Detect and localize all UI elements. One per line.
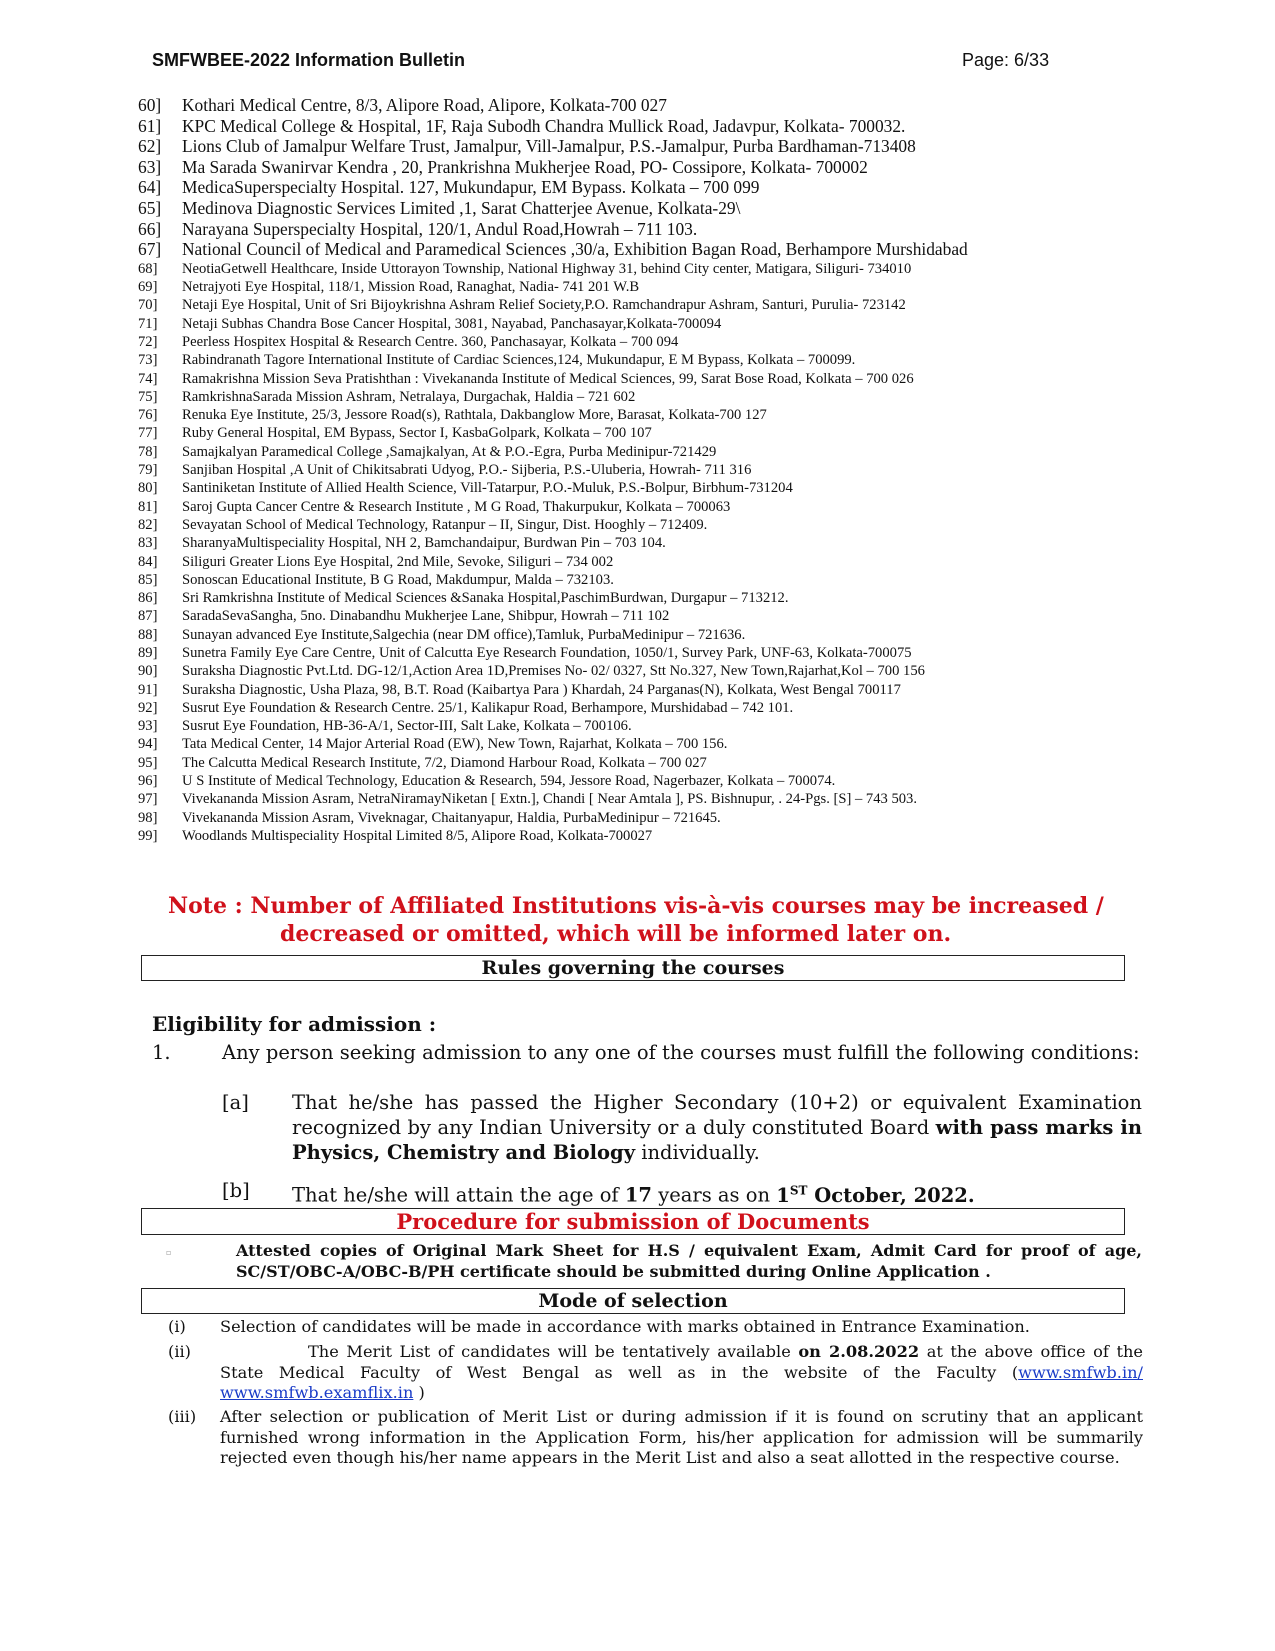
website-link-smfwb[interactable]: www.smfwb.in/	[1018, 1362, 1143, 1382]
selection-i-text: Selection of candidates will be made in accordance with marks obtained in Entrance Examination.	[220, 1317, 1030, 1336]
list-item-text: Susrut Eye Foundation, HB-36-A/1, Sector-III, Salt Lake, Kolkata – 700106.	[182, 718, 632, 735]
list-item-number: 70]	[138, 297, 158, 314]
list-item-number: 98]	[138, 809, 158, 826]
list-item-text: Ma Sarada Swanirvar Kendra , 20, Prankrishna Mukherjee Road, PO- Cossipore, Kolkata- 700002	[182, 156, 868, 177]
eligibility-heading: Eligibility for admission :	[152, 1012, 437, 1036]
list-item	[138, 296, 1148, 314]
list-item-text: Suraksha Diagnostic Pvt.Ltd. DG-12/1,Action Area 1D,Premises No- 02/ 0327, Stt No.327, New Town,Rajarhat,Kol – 700 156	[182, 663, 925, 680]
list-item	[138, 516, 1148, 534]
list-item-text: National Council of Medical and Paramedical Sciences ,30/a, Exhibition Bagan Road, Berhampore Murshidabad	[182, 239, 968, 260]
list-item-text: SaradaSevaSangha, 5no. Dinabandhu Mukherjee Lane, Shibpur, Howrah – 711 102	[182, 608, 670, 625]
list-item-number: 64]	[138, 177, 162, 198]
list-item-number: 67]	[138, 239, 162, 260]
list-item	[138, 735, 1148, 753]
list-item	[138, 260, 1148, 278]
list-item-number: 86]	[138, 590, 158, 607]
list-item-number: 65]	[138, 197, 162, 218]
list-item-text: Sonoscan Educational Institute, B G Road, Makdumpur, Malda – 732103.	[182, 571, 614, 588]
list-item-number: 94]	[138, 736, 158, 753]
selection-ii-label: (ii)	[168, 1342, 191, 1361]
list-item	[138, 553, 1148, 571]
list-item-number: 78]	[138, 443, 158, 460]
procedure-heading: Procedure for submission of Documents	[141, 1208, 1125, 1235]
list-item	[138, 333, 1148, 351]
list-item-text: Tata Medical Center, 14 Major Arterial Road (EW), New Town, Rajarhat, Kolkata – 700 156.	[182, 736, 728, 753]
date-month-year: October, 2022.	[814, 1183, 975, 1207]
list-item-number: 81]	[138, 498, 158, 515]
list-item-text: Netaji Eye Hospital, Unit of Sri Bijoykrishna Ashram Relief Society,P.O. Ramchandrapur Ashram, Santuri, Purulia- 723142	[182, 297, 906, 314]
list-item	[138, 607, 1148, 625]
selection-item-iii	[168, 1407, 1143, 1469]
list-item-text: Netaji Subhas Chandra Bose Cancer Hospital, 3081, Nayabad, Panchasayar,Kolkata-700094	[182, 315, 722, 332]
list-item-number: 84]	[138, 553, 158, 570]
condition-b-mid: years as on	[658, 1183, 771, 1207]
list-item	[138, 157, 1148, 178]
website-link-examflix[interactable]: www.smfwb.examflix.in	[220, 1383, 414, 1402]
list-item-text: Sri Ramkrishna Institute of Medical Sciences &Sanaka Hospital,PaschimBurdwan, Durgapur – 713212.	[182, 590, 789, 607]
list-item-number: 87]	[138, 608, 158, 625]
merit-date: on 2.08.2022	[798, 1342, 920, 1361]
list-item	[138, 315, 1148, 333]
list-item-number: 61]	[138, 115, 162, 136]
selection-ii-rest: at the above office of the State Medical Faculty of West Bengal as well as in the website of the Faculty (	[220, 1342, 1143, 1382]
list-item-number: 83]	[138, 535, 158, 552]
list-item-number: 91]	[138, 681, 158, 698]
list-item-number: 93]	[138, 718, 158, 735]
list-item	[138, 644, 1148, 662]
list-item-text: Ruby General Hospital, EM Bypass, Sector I, KasbaGolpark, Kolkata – 700 107	[182, 425, 652, 442]
condition-a-text	[292, 1090, 1142, 1165]
list-item	[138, 809, 1148, 827]
selection-iii-label: (iii)	[168, 1407, 197, 1426]
list-item-text: Kothari Medical Centre, 8/3, Alipore Road, Alipore, Kolkata-700 027	[182, 95, 667, 115]
list-item-text: Renuka Eye Institute, 25/3, Jessore Road(s), Rathtala, Dakbanglow More, Barasat, Kolkata-700 127	[182, 407, 767, 424]
list-item-text: Sevayatan School of Medical Technology, Ratanpur – II, Singur, Dist. Hooghly – 712409.	[182, 516, 708, 533]
selection-item-ii	[168, 1342, 1143, 1404]
eligibility-item-1	[152, 1040, 1142, 1065]
list-item-text: Netrajyoti Eye Hospital, 118/1, Mission Road, Ranaghat, Nadia- 741 201 W.B	[182, 279, 640, 296]
list-item-text: Lions Club of Jamalpur Welfare Trust, Jamalpur, Vill-Jamalpur, P.S.-Jamalpur, Purba Bardhaman-713408	[182, 136, 916, 157]
list-item	[138, 754, 1148, 772]
date-day: 1	[776, 1183, 790, 1207]
list-item-number: 69]	[138, 279, 158, 296]
list-item	[138, 198, 1148, 219]
condition-a-main: That he/she has passed the Higher Secondary (10+2) or equivalent Examination recognized by any Indian University or a duly constituted Board	[292, 1091, 1142, 1139]
list-item	[138, 626, 1148, 644]
list-item	[138, 534, 1148, 552]
list-item-number: 88]	[138, 626, 158, 643]
list-item-number: 89]	[138, 644, 158, 661]
list-item-number: 75]	[138, 388, 158, 405]
condition-a-label: [a]	[222, 1091, 249, 1114]
list-item-text: Vivekananda Mission Asram, Viveknagar, Chaitanyapur, Haldia, PurbaMedinipur – 721645.	[182, 809, 721, 826]
list-item	[138, 772, 1148, 790]
list-item	[138, 681, 1148, 699]
list-item	[138, 177, 1148, 198]
list-item-text: Medinova Diagnostic Services Limited ,1, Sarat Chatterjee Avenue, Kolkata-29\	[182, 197, 741, 218]
bullet-icon: ▫	[166, 1248, 172, 1257]
list-item-text: Samajkalyan Paramedical College ,Samajkalyan, At & P.O.-Egra, Purba Medinipur-721429	[182, 443, 717, 460]
list-item	[138, 351, 1148, 369]
list-item	[138, 239, 1148, 260]
list-item-text: The Calcutta Medical Research Institute, 7/2, Diamond Harbour Road, Kolkata – 700 027	[182, 754, 707, 771]
list-item-text: Peerless Hospitex Hospital & Research Centre. 360, Panchasayar, Kolkata – 700 094	[182, 333, 679, 350]
list-item-text: U S Institute of Medical Technology, Education & Research, 594, Jessore Road, Nagerbazer, Kolkata – 700074.	[182, 773, 836, 790]
list-item	[138, 388, 1148, 406]
selection-i-label: (i)	[168, 1317, 186, 1336]
list-item-text: Sunetra Family Eye Care Centre, Unit of Calcutta Eye Research Foundation, 1050/1, Survey Park, UNF-63, Kolkata-700075	[182, 644, 912, 661]
list-item	[138, 278, 1148, 296]
list-item-number: 95]	[138, 754, 158, 771]
list-item-number: 99]	[138, 827, 158, 844]
list-item	[138, 370, 1148, 388]
procedure-text: Attested copies of Original Mark Sheet for H.S / equivalent Exam, Admit Card for proof of age, SC/ST/OBC-A/OBC-B/PH certificate should be submitted during Online Application .	[236, 1241, 1142, 1281]
note-line-2: decreased or omitted, which will be informed later on.	[280, 921, 952, 947]
list-item-text: Suraksha Diagnostic, Usha Plaza, 98, B.T. Road (Kaibartya Para ) Khardah, 24 Parganas(N), Kolkata, West Bengal 700117	[182, 681, 901, 698]
eligibility-intro: Any person seeking admission to any one of the courses must fulfill the following conditions:	[222, 1041, 1140, 1064]
list-item	[138, 717, 1148, 735]
list-item-text: Vivekananda Mission Asram, NetraNiramayNiketan [ Extn.], Chandi [ Near Amtala ], PS. Bishnupur, . 24-Pgs. [S] – 743 503.	[182, 791, 918, 808]
list-item-text: NeotiaGetwell Healthcare, Inside Uttorayon Township, National Highway 31, behind City center, Matigara, Siliguri- 734010	[182, 260, 912, 277]
list-item-text: Narayana Superspecialty Hospital, 120/1, Andul Road,Howrah – 711 103.	[182, 218, 698, 239]
list-item-number: 79]	[138, 462, 158, 479]
note-line-1: Note : Number of Affiliated Institutions vis-à-vis courses may be increased /	[168, 893, 1104, 919]
list-item-text: Sunayan advanced Eye Institute,Salgechia (near DM office),Tamluk, PurbaMedinipur – 721636.	[182, 626, 746, 643]
selection-ii-main: The Merit List of candidates will be tentatively available	[308, 1342, 791, 1361]
list-item-number: 71]	[138, 315, 158, 332]
list-item-text: Woodlands Multispeciality Hospital Limited 8/5, Alipore Road, Kolkata-700027	[182, 827, 653, 844]
list-item-number: 80]	[138, 480, 158, 497]
list-item	[138, 116, 1148, 137]
date-suffix: ST	[789, 1183, 808, 1197]
list-item-text: Siliguri Greater Lions Eye Hospital, 2nd Mile, Sevoke, Siliguri – 734 002	[182, 553, 614, 570]
list-item-text: Rabindranath Tagore International Institute of Cardiac Sciences,124, Mukundapur, E M Bypass, Kolkata – 700099.	[182, 352, 856, 369]
list-item	[138, 219, 1148, 240]
list-item	[138, 571, 1148, 589]
list-item	[138, 424, 1148, 442]
condition-b-text	[292, 1178, 1142, 1208]
list-item-number: 77]	[138, 425, 158, 442]
institution-list-small	[138, 260, 1148, 846]
condition-a-tail: individually.	[641, 1141, 760, 1164]
institution-list	[138, 95, 1148, 845]
item-number: 1.	[152, 1041, 171, 1064]
list-item-number: 97]	[138, 791, 158, 808]
list-item	[138, 827, 1148, 845]
list-item-text: SharanyaMultispeciality Hospital, NH 2, Bamchandaipur, Burdwan Pin – 703 104.	[182, 535, 666, 552]
page-number: Page: 6/33	[962, 50, 1050, 70]
list-item-number: 92]	[138, 699, 158, 716]
list-item-number: 73]	[138, 352, 158, 369]
list-item-text: MedicaSuperspecialty Hospital. 127, Mukundapur, EM Bypass. Kolkata – 700 099	[182, 177, 760, 198]
list-item-number: 76]	[138, 407, 158, 424]
rules-heading: Rules governing the courses	[141, 955, 1125, 981]
condition-b-label: [b]	[222, 1179, 250, 1202]
list-item	[138, 589, 1148, 607]
condition-b-age: 17	[624, 1183, 652, 1207]
list-item-number: 60]	[138, 95, 162, 115]
list-item-number: 66]	[138, 218, 162, 239]
list-item	[138, 498, 1148, 516]
list-item-text: KPC Medical College & Hospital, 1F, Raja Subodh Chandra Mullick Road, Jadavpur, Kolkata- 700032.	[182, 115, 906, 136]
list-item	[138, 95, 1148, 116]
list-item	[138, 406, 1148, 424]
selection-ii-close: )	[418, 1383, 425, 1402]
list-item-text: Sanjiban Hospital ,A Unit of Chikitsabrati Udyog, P.O.- Sijberia, P.S.-Uluberia, Howrah- 711 316	[182, 462, 752, 479]
list-item-text: Susrut Eye Foundation & Research Centre. 25/1, Kalikapur Road, Berhampore, Murshidabad – 742 101.	[182, 699, 794, 716]
condition-a	[222, 1090, 1142, 1165]
list-item	[138, 136, 1148, 157]
list-item-number: 62]	[138, 136, 162, 157]
list-item-text: Saroj Gupta Cancer Centre & Research Institute , M G Road, Thakurpukur, Kolkata – 700063	[182, 498, 731, 515]
list-item-number: 72]	[138, 333, 158, 350]
selection-iii-text: After selection or publication of Merit List or during admission if it is found on scrutiny that an applicant furnished wrong information in the Application Form, his/her application for admission will be summarily rejected even though his/her name appears in the Merit List and also a seat allotted in the respective course.	[220, 1407, 1143, 1467]
bulletin-title: SMFWBEE-2022 Information Bulletin	[152, 50, 466, 70]
list-item	[138, 461, 1148, 479]
list-item	[138, 443, 1148, 461]
list-item	[138, 699, 1148, 717]
condition-a-bold: with pass marks in Physics, Chemistry and Biology	[292, 1116, 1142, 1164]
list-item-text: RamkrishnaSarada Mission Ashram, Netralaya, Durgachak, Haldia – 721 602	[182, 388, 636, 405]
list-item-number: 82]	[138, 516, 158, 533]
institution-list-large	[138, 95, 1148, 260]
list-item-number: 63]	[138, 156, 162, 177]
list-item	[138, 479, 1148, 497]
list-item-text: Ramakrishna Mission Seva Pratishthan : Vivekananda Institute of Medical Sciences, 99, Sarat Bose Road, Kolkata – 700 026	[182, 370, 914, 387]
selection-ii-text	[220, 1342, 1143, 1404]
list-item-number: 90]	[138, 663, 158, 680]
list-item-text: Santiniketan Institute of Allied Health Science, Vill-Tatarpur, P.O.-Muluk, P.S.-Bolpur, Birbhum-731204	[182, 480, 793, 497]
list-item	[138, 790, 1148, 808]
note-text	[150, 892, 1130, 948]
selection-item-i	[168, 1317, 1143, 1338]
condition-b-main: That he/she will attain the age of	[292, 1183, 619, 1207]
condition-b	[222, 1178, 1142, 1208]
list-item-number: 74]	[138, 370, 158, 387]
selection-heading: Mode of selection	[141, 1288, 1125, 1314]
list-item-number: 68]	[138, 260, 158, 277]
list-item-number: 96]	[138, 773, 158, 790]
list-item	[138, 662, 1148, 680]
list-item-number: 85]	[138, 571, 158, 588]
condition-b-date	[776, 1184, 974, 1207]
